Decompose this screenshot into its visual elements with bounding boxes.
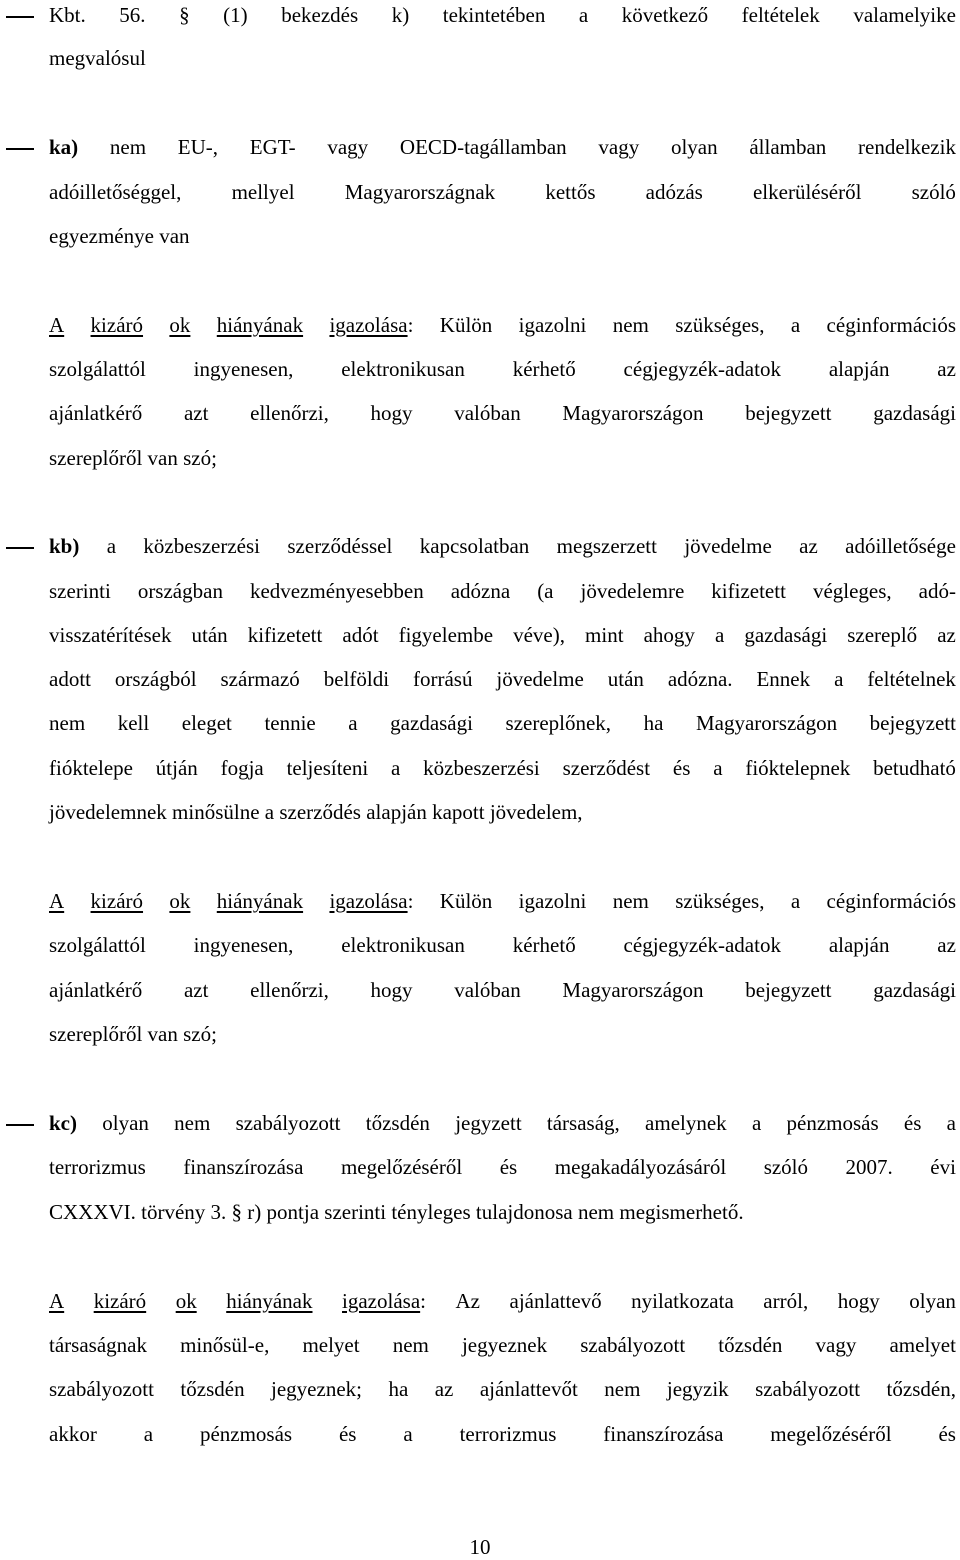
word: bejegyzett: [745, 978, 832, 1002]
colon: :: [420, 1289, 426, 1313]
word: szerződést: [562, 756, 651, 780]
word: teljesíteni: [286, 756, 369, 780]
word: Az: [455, 1289, 480, 1313]
word: következő: [621, 3, 709, 27]
proof-label-end: [329, 886, 413, 916]
proof2-line-1: [49, 886, 956, 916]
kb-text: jövedelemnek minősülne a szerződés alapján kapott jövedelem,: [49, 800, 583, 824]
proof-label-word: igazolása: [342, 1289, 421, 1313]
word: az: [799, 534, 818, 558]
proof-label-word: kizáró: [90, 889, 144, 913]
word: szolgálattól: [49, 357, 146, 381]
word: útján: [155, 756, 198, 780]
word: alapján: [828, 933, 890, 957]
word: ellenőrzi,: [250, 401, 329, 425]
word: és: [672, 756, 691, 780]
word: társaság,: [546, 1111, 620, 1135]
word: elektronikusan: [341, 357, 465, 381]
word: gazdasági: [744, 623, 828, 647]
word: pénzmosás: [199, 1422, 293, 1446]
word: jegyzik: [666, 1377, 729, 1401]
word: rendelkezik: [858, 135, 956, 159]
word: a: [143, 1422, 154, 1446]
proof1-line-4: [49, 443, 956, 473]
word: jövedelme: [684, 534, 772, 558]
word: belföldi: [323, 667, 390, 691]
proof1-text: szereplőről van szó;: [49, 446, 217, 470]
proof-label-word: igazolása: [329, 889, 408, 913]
word: a: [403, 1422, 413, 1446]
ka-line-2: [49, 177, 956, 207]
word: (a: [537, 579, 554, 603]
word: bekezdés: [281, 3, 359, 27]
kc-line-3: [49, 1197, 956, 1227]
word: tőzsdén: [718, 1333, 783, 1357]
word: és: [903, 1111, 922, 1135]
kb-line-3: [49, 620, 956, 650]
word: valóban: [454, 401, 521, 425]
word: a: [790, 889, 801, 913]
word: valóban: [454, 978, 521, 1002]
word: ajánlattevőt: [479, 1377, 578, 1401]
word: azt: [183, 978, 209, 1002]
word: fióktelepnek: [745, 756, 851, 780]
word: származó: [220, 667, 300, 691]
word: nem: [392, 1333, 429, 1357]
word: országból: [114, 667, 197, 691]
word: adózna.: [667, 667, 733, 691]
word: Magyarországon: [562, 978, 704, 1002]
word: forrású: [412, 667, 473, 691]
word: szerinti: [49, 579, 111, 603]
word: szükséges,: [675, 313, 765, 337]
word: a: [106, 534, 117, 558]
word: és: [338, 1422, 357, 1446]
word: évi: [930, 1155, 956, 1179]
ka-text: egyezménye van: [49, 224, 190, 248]
word: gazdasági: [873, 401, 956, 425]
word: azt: [183, 401, 209, 425]
proof-label-word: ok: [175, 1289, 197, 1313]
word: Magyarországon: [695, 711, 838, 735]
word: Kbt.: [49, 3, 86, 27]
list-dash: [6, 1108, 34, 1138]
word: adózna: [450, 579, 511, 603]
word: Ennek: [756, 667, 811, 691]
list-dash: [6, 0, 34, 30]
kb-line-6: [49, 753, 956, 783]
word: megelőzéséről: [770, 1422, 892, 1446]
kb-line-7: [49, 797, 956, 827]
word: megelőzéséről: [340, 1155, 463, 1179]
word: ajánlatkérő: [49, 401, 143, 425]
word: OECD-tagállamban: [399, 135, 567, 159]
proof3-line-2: [49, 1330, 956, 1360]
word: társaságnak: [49, 1333, 147, 1357]
word: ha: [643, 711, 664, 735]
word: eleget: [181, 711, 232, 735]
word: szükséges,: [675, 889, 765, 913]
word: nem: [612, 313, 649, 337]
word: a: [714, 623, 725, 647]
proof-label-word: A: [49, 313, 65, 337]
proof-label-end: [342, 1286, 426, 1316]
word: akkor: [49, 1422, 97, 1446]
word: a: [946, 1111, 956, 1135]
colon: :: [407, 889, 414, 913]
word: bejegyzett: [745, 401, 832, 425]
proof1-line-3: [49, 398, 956, 428]
word: hogy: [370, 401, 413, 425]
dash-icon: [6, 547, 34, 549]
word: a: [713, 756, 723, 780]
word: és: [938, 1422, 956, 1446]
word: jövedelme: [496, 667, 584, 691]
header-line-1: [49, 0, 956, 30]
proof1-line-1: [49, 310, 956, 340]
word: az: [937, 357, 956, 381]
word: Magyarországon: [562, 401, 704, 425]
word: jegyeznek: [461, 1333, 548, 1357]
word: végleges,: [812, 579, 892, 603]
word: EGT-: [249, 135, 296, 159]
word: cégjegyzék-adatok: [623, 933, 781, 957]
word: gazdasági: [390, 711, 473, 735]
word: szabályozott: [235, 1111, 341, 1135]
item-label: ka): [49, 135, 79, 159]
word: elektronikusan: [341, 933, 465, 957]
word: szolgálattól: [49, 933, 146, 957]
word: olyan: [102, 1111, 149, 1135]
word: tőzsdén: [365, 1111, 430, 1135]
proof2-text: szereplőről van szó;: [49, 1022, 217, 1046]
word: melyet: [302, 1333, 360, 1357]
word: közbeszerzési: [143, 534, 261, 558]
word: EU-,: [177, 135, 219, 159]
word: terrorizmus: [459, 1422, 557, 1446]
word: után: [607, 667, 644, 691]
word: nem: [109, 135, 147, 159]
header-line-2: [49, 43, 956, 73]
word: minősül-e,: [180, 1333, 270, 1357]
word: a: [790, 313, 801, 337]
word: szereplőnek,: [505, 711, 612, 735]
word: a: [751, 1111, 762, 1135]
header-text: megvalósul: [49, 46, 146, 70]
word: §: [179, 3, 190, 27]
word: nem: [604, 1377, 641, 1401]
colon: :: [407, 313, 414, 337]
word: kell: [117, 711, 150, 735]
word: a: [391, 756, 401, 780]
word: megakadályozásáról: [554, 1155, 727, 1179]
word: finanszírozása: [183, 1155, 304, 1179]
word: terrorizmus: [49, 1155, 146, 1179]
word: adót: [342, 623, 379, 647]
word: után: [191, 623, 228, 647]
word: olyan: [670, 135, 718, 159]
word: figyelembe: [398, 623, 494, 647]
word: kérhető: [512, 933, 576, 957]
word: az: [937, 933, 956, 957]
word: jövedelemre: [580, 579, 685, 603]
proof2-line-2: [49, 930, 956, 960]
word: visszatérítések: [49, 623, 172, 647]
word: ha: [388, 1377, 409, 1401]
word: jegyeznek;: [271, 1377, 362, 1401]
word: 2007.: [845, 1155, 893, 1179]
page-number: 10: [469, 1535, 491, 1559]
word: kettős: [545, 180, 596, 204]
kb-line-1: [49, 531, 956, 561]
proof3-line-1: [49, 1286, 956, 1316]
kb-line-4: [49, 664, 956, 694]
word: valamelyike: [853, 3, 956, 27]
proof-label-word: hiányának: [216, 889, 304, 913]
word: véve),: [513, 623, 565, 647]
word: vagy: [327, 135, 369, 159]
word: az: [937, 623, 956, 647]
word: (1): [223, 3, 248, 27]
word: mint: [585, 623, 624, 647]
word: a: [578, 3, 589, 27]
word: szabályozott: [755, 1377, 861, 1401]
word: nyilatkozata: [631, 1289, 734, 1313]
word: k): [391, 3, 410, 27]
word: nem: [49, 711, 86, 735]
proof-label-word: kizáró: [90, 313, 144, 337]
word: adott: [49, 667, 91, 691]
proof-label-end: [329, 310, 413, 340]
word: fogja: [220, 756, 264, 780]
word: szóló: [911, 180, 956, 204]
word: cégjegyzék-adatok: [623, 357, 781, 381]
kc-line-2: [49, 1152, 956, 1182]
proof-label-word: ok: [169, 313, 191, 337]
word: feltételek: [741, 3, 820, 27]
word: gazdasági: [873, 978, 956, 1002]
word: amelyet: [889, 1333, 956, 1357]
word: tennie: [264, 711, 316, 735]
word: a: [348, 711, 358, 735]
word: tekintetében: [442, 3, 546, 27]
proof-label-word: A: [49, 1289, 65, 1313]
proof3-line-3: [49, 1374, 956, 1404]
word: céginformációs: [826, 889, 956, 913]
word: közbeszerzési: [423, 756, 540, 780]
word: és: [499, 1155, 518, 1179]
word: kapcsolatban: [419, 534, 530, 558]
word: adóilletőséggel,: [49, 180, 182, 204]
word: szabályozott: [580, 1333, 686, 1357]
word: ahogy: [643, 623, 695, 647]
word: nem: [612, 889, 649, 913]
word: céginformációs: [826, 313, 956, 337]
word: jegyzett: [455, 1111, 522, 1135]
word: vagy: [598, 135, 640, 159]
dash-icon: [6, 148, 34, 150]
word: igazolni: [518, 889, 587, 913]
word: kifizetett: [247, 623, 323, 647]
word: a: [834, 667, 844, 691]
word: 56.: [119, 3, 146, 27]
word: adózás: [645, 180, 703, 204]
word: az: [434, 1377, 454, 1401]
kb-line-2: [49, 576, 956, 606]
word: finanszírozása: [603, 1422, 724, 1446]
word: vagy: [815, 1333, 857, 1357]
word: szerződéssel: [287, 534, 393, 558]
word: kérhető: [512, 357, 576, 381]
word: szóló: [763, 1155, 809, 1179]
word: ajánlatkérő: [49, 978, 143, 1002]
word: ellenőrzi,: [250, 978, 329, 1002]
word: hogy: [370, 978, 413, 1002]
word: amelynek: [645, 1111, 727, 1135]
word: feltételnek: [867, 667, 956, 691]
word: Külön: [439, 889, 493, 913]
list-dash: [6, 132, 34, 162]
proof-label-word: igazolása: [329, 313, 408, 337]
proof-label-word: ok: [169, 889, 191, 913]
word: bejegyzett: [869, 711, 956, 735]
proof-label-word: A: [49, 889, 65, 913]
proof2-line-3: [49, 975, 956, 1005]
item-label: kc): [49, 1111, 77, 1135]
word: mellyel: [231, 180, 295, 204]
word: igazolni: [518, 313, 587, 337]
word: szabályozott: [49, 1377, 154, 1401]
proof2-line-4: [49, 1019, 956, 1049]
kc-text: CXXXVI. törvény 3. § r) pontja szerinti tényleges tulajdonosa nem megismerhető.: [49, 1200, 744, 1224]
word: ajánlattevő: [509, 1289, 602, 1313]
word: hogy: [837, 1289, 880, 1313]
word: megszerzett: [556, 534, 657, 558]
proof-label-word: hiányának: [226, 1289, 313, 1313]
word: kedvezményesebben: [249, 579, 424, 603]
word: pénzmosás: [786, 1111, 879, 1135]
proof3-line-4: [49, 1419, 956, 1449]
kc-line-1: [49, 1108, 956, 1138]
word: fióktelepe: [49, 756, 133, 780]
word: adó-: [918, 579, 956, 603]
dash-icon: [6, 16, 34, 18]
proof-label-word: kizáró: [93, 1289, 147, 1313]
word: alapján: [828, 357, 890, 381]
word: betudható: [873, 756, 956, 780]
word: adóilletősége: [845, 534, 956, 558]
word: tőzsdén: [180, 1377, 245, 1401]
word: nem: [174, 1111, 211, 1135]
item-label: kb): [49, 534, 80, 558]
proof1-line-2: [49, 354, 956, 384]
proof-label-word: hiányának: [216, 313, 304, 337]
word: országban: [137, 579, 223, 603]
word: olyan: [909, 1289, 956, 1313]
word: Magyarországnak: [344, 180, 496, 204]
word: szereplő: [847, 623, 918, 647]
word: tőzsdén,: [886, 1377, 956, 1401]
word: arról,: [763, 1289, 809, 1313]
dash-icon: [6, 1124, 34, 1126]
word: ingyenesen,: [193, 933, 294, 957]
word: elkerüléséről: [752, 180, 862, 204]
ka-line-3: [49, 221, 956, 251]
word: Külön: [439, 313, 493, 337]
kb-line-5: [49, 708, 956, 738]
word: kifizetett: [711, 579, 786, 603]
word: államban: [749, 135, 827, 159]
ka-line-1: [49, 132, 956, 162]
list-dash: [6, 531, 34, 561]
word: ingyenesen,: [193, 357, 294, 381]
